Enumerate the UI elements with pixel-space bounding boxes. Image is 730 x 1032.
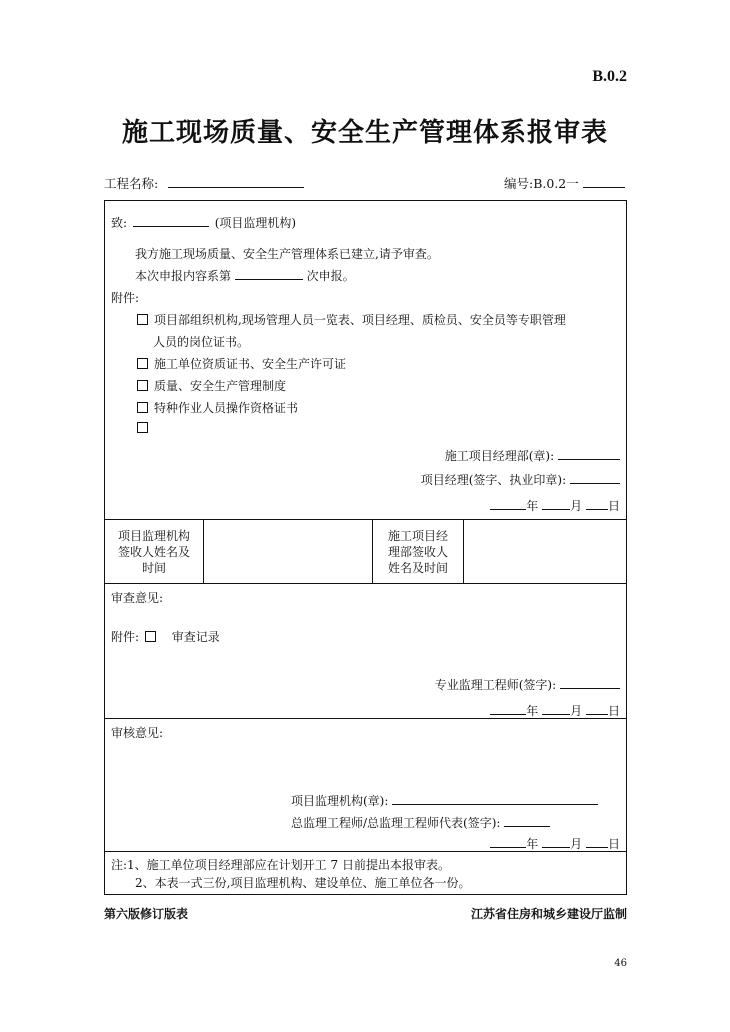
contractor-receipt-field[interactable] bbox=[464, 520, 627, 584]
specialist-sign-field[interactable] bbox=[560, 676, 620, 689]
attachment-checkbox-4[interactable] bbox=[137, 402, 148, 413]
note-2: 2、本表一式三份,项目监理机构、建设单位、施工单位各一份。 bbox=[135, 876, 471, 890]
intro-line-2-a: 本次申报内容系第 bbox=[135, 269, 232, 283]
to-label: 致: bbox=[111, 216, 128, 230]
supervision-org-label: 项目监理机构(章): bbox=[291, 794, 389, 808]
year-field[interactable] bbox=[490, 702, 526, 715]
chief-sign-label: 总监理工程师/总监理工程师代表(签字): bbox=[291, 816, 501, 830]
attachment-1: 项目部组织机构,现场管理人员一览表、项目经理、质检员、安全员等专职管理 bbox=[154, 313, 566, 327]
pm-sign-label: 项目经理(签字、执业印章): bbox=[420, 473, 567, 487]
submission-count-field[interactable] bbox=[235, 267, 303, 280]
date-row-3: 年 月 日 bbox=[490, 835, 620, 852]
date-row-2: 年 月 日 bbox=[490, 702, 620, 719]
specialist-sign-label: 专业监理工程师(签字): bbox=[434, 678, 557, 692]
date-row-1: 年 月 日 bbox=[490, 497, 620, 514]
supervision-receipt-label: 项目监理机构 签收人姓名及 时间 bbox=[105, 520, 204, 584]
attachment-checkbox-5[interactable] bbox=[137, 422, 148, 433]
footer-issuer: 江苏省住房和城乡建设厅监制 bbox=[470, 907, 627, 921]
note-1: 注:1、施工单位项目经理部应在计划开工 7 日前提出本报审表。 bbox=[111, 858, 450, 872]
review-record-label: 审查记录 bbox=[171, 630, 220, 644]
to-org: (项目监理机构) bbox=[214, 216, 297, 230]
attachment-checkbox-1[interactable] bbox=[137, 314, 148, 325]
contractor-dept-field[interactable] bbox=[558, 447, 620, 460]
supervision-org-field[interactable] bbox=[392, 792, 598, 805]
form-number-label: 编号:B.0.2一 bbox=[504, 176, 579, 191]
month-field[interactable] bbox=[542, 835, 570, 848]
day-field[interactable] bbox=[586, 835, 608, 848]
audit-label: 审核意见: bbox=[111, 726, 164, 740]
contractor-dept-label: 施工项目经理部(章): bbox=[444, 449, 555, 463]
pm-sign-field[interactable] bbox=[570, 471, 620, 484]
review-attach-label: 附件: bbox=[111, 630, 140, 644]
year-field[interactable] bbox=[490, 835, 526, 848]
project-name-label: 工程名称: bbox=[104, 176, 159, 191]
page-title: 施工现场质量、安全生产管理体系报审表 bbox=[121, 118, 608, 148]
page-number: 46 bbox=[614, 958, 627, 969]
attachment-4: 特种作业人员操作资格证书 bbox=[154, 401, 299, 415]
notes-section bbox=[105, 852, 626, 894]
attachment-checkbox-2[interactable] bbox=[137, 358, 148, 369]
review-record-checkbox[interactable] bbox=[145, 631, 156, 642]
intro-line-2-b: 次申报。 bbox=[306, 269, 355, 283]
attachments-label: 附件: bbox=[111, 291, 140, 305]
month-field[interactable] bbox=[542, 702, 570, 715]
day-field[interactable] bbox=[586, 497, 608, 510]
review-label: 审查意见: bbox=[111, 591, 164, 605]
attachment-1-cont: 人员的岗位证书。 bbox=[153, 335, 250, 349]
contractor-receipt-label: 施工项目经 理部签收人 姓名及时间 bbox=[373, 520, 464, 584]
year-field[interactable] bbox=[490, 497, 526, 510]
form-table bbox=[104, 200, 627, 895]
chief-sign-field[interactable] bbox=[504, 814, 550, 827]
form-number-field[interactable] bbox=[583, 175, 625, 188]
to-field[interactable] bbox=[133, 214, 209, 227]
intro-line-1: 我方施工现场质量、安全生产管理体系已建立,请予审查。 bbox=[135, 247, 439, 261]
form-code: B.0.2 bbox=[592, 68, 627, 85]
attachment-2: 施工单位资质证书、安全生产许可证 bbox=[154, 357, 347, 371]
footer-edition: 第六版修订版表 bbox=[104, 907, 189, 921]
project-name-row bbox=[104, 174, 304, 192]
day-field[interactable] bbox=[586, 702, 608, 715]
attachment-checkbox-3[interactable] bbox=[137, 380, 148, 391]
audit-section bbox=[105, 719, 626, 851]
project-name-field[interactable] bbox=[168, 175, 304, 188]
application-section bbox=[105, 201, 626, 519]
review-section bbox=[105, 584, 626, 718]
attachment-3: 质量、安全生产管理制度 bbox=[154, 379, 287, 393]
form-number-row bbox=[504, 174, 625, 192]
month-field[interactable] bbox=[542, 497, 570, 510]
supervision-receipt-field[interactable] bbox=[204, 520, 373, 584]
